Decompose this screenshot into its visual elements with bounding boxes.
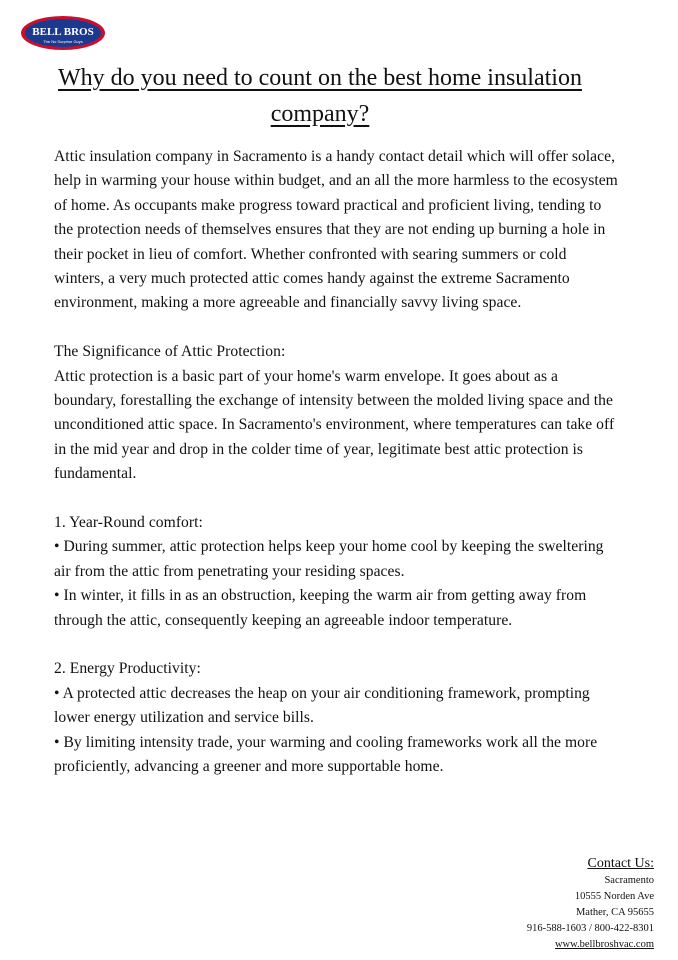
comfort-bullet: • During summer, attic protection helps keep your home cool by keeping the sweltering air from the attic from penetrating your residing spaces. (54, 538, 604, 580)
contact-city-state: Mather, CA 95655 (575, 907, 654, 918)
comfort-bullet: • In winter, it fills in as an obstruction, keeping the warm air from getting away from through the attic, consequently keeping an agreeable indoor temperature. (54, 587, 587, 629)
energy-bullet: • A protected attic decreases the heap on your air conditioning framework, prompting lower energy utilization and service bills. (54, 684, 590, 727)
intro-paragraph: Attic insulation company in Sacramento is a handy contact detail which will offer solace, help in warming your house within budget, and an all the more harmless to the ecosystem of home. As occupants make progress toward practical and proficient living, tending to the protection needs of themselves ensures that they are not ending up burning a hole in their pocket in lieu of comfort. Whether confronted with searing summers or cold winters, a very much protected attic comes handy against the extreme Sacramento environment, making a more agreeable and financially savvy living space. (54, 148, 618, 312)
comfort-heading: 1. Year-Round comfort: (54, 514, 203, 532)
paragraph-gap (54, 487, 619, 511)
energy-heading: 2. Energy Productivity: (54, 660, 201, 678)
significance-paragraph: Attic protection is a basic part of your home's warm envelope. It goes about as a boundary, forestalling the exchange of intensity between the molded living space and the unconditioned attic space. In Sacramento's environment, where temperatures can take off in the mid year and drop in the colder time of year, legitimate best attic protection is fundamental. (54, 367, 615, 483)
company-logo (20, 14, 106, 52)
paragraph-gap (54, 316, 619, 340)
contact-heading: Contact Us: (587, 856, 654, 871)
logo-tagline: The No Surprise Guys (43, 39, 83, 44)
contact-phones: 916-588-1603 / 800-422-8301 (526, 923, 654, 934)
contact-city: Sacramento (604, 875, 654, 886)
logo-badge (20, 14, 106, 52)
significance-heading: The Significance of Attic Protection: (54, 343, 286, 361)
contact-website-link[interactable]: www.bellbroshvac.com (554, 939, 654, 950)
contact-address: 10555 Norden Ave (574, 891, 654, 902)
page-title: Why do you need to count on the best home insulation company? (58, 65, 582, 127)
contact-block (434, 855, 654, 953)
logo-brand: BELL BROS (32, 26, 94, 38)
article-body (54, 145, 619, 780)
paragraph-gap (54, 633, 619, 657)
energy-bullet: • By limiting intensity trade, your warming and cooling frameworks work all the more proficiently, advancing a greener and more supportable home. (54, 733, 598, 776)
